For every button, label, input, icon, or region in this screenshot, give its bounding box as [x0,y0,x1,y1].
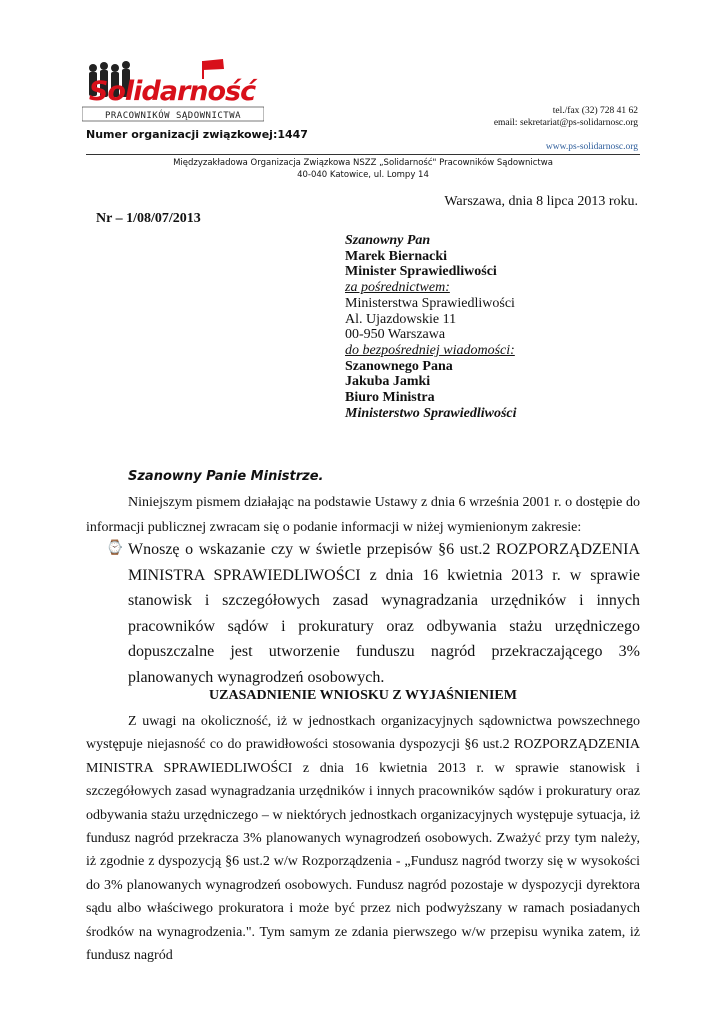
salutation: Szanowny Panie Ministrze. [128,469,324,484]
intro-paragraph: Niniejszym pismem działając na podstawie Ustawy z dnia 6 września 2001 r. o dostępie do informacji publicznej zwracam się o podanie informacji w niżej wymienionym zakresie: [86,495,640,535]
header-divider [86,154,640,155]
recipient-street: Al. Ujazdowskie 11 [345,311,457,327]
request-paragraph: Wnoszę o wskazanie czy w świetle przepisów §6 ust.2 ROZPORZĄDZENIA MINISTRA SPRAWIEDLIWOŚCI z dnia 16 kwietnia 2013 r. w sprawie stanowisk i szczegółowych zasad wynagradzania urzędników i innych pracowników sądów i prokuratury oraz odbywania stażu urzędniczego dopuszczalne jest utworzenie funduszu nagród przekraczającego 3% planowanych wynagrodzeń osobowych. [128,541,640,686]
cc-name: Jakuba Jamki [345,374,431,390]
logo-brand-text: Solidarność [88,76,256,107]
recipient-address [345,233,517,421]
contact-email[interactable]: email: sekretariat@ps-solidarnosc.org [493,118,638,128]
cc-office: Biuro Ministra [345,390,435,406]
recipient-city: 00-950 Warszawa [345,327,446,343]
via-label: za pośrednictwem: [345,280,450,296]
org-name [86,157,640,181]
letter-date: Warszawa, dnia 8 lipca 2013 roku. [444,194,638,209]
logo-subtitle: PRACOWNIKÓW SĄDOWNICTWA [104,111,242,121]
recipient-greeting: Szanowny Pan [345,233,431,248]
solidarnosc-logo [82,57,264,123]
recipient-position: Minister Sprawiedliwości [345,264,497,280]
org-name-line2: 40-040 Katowice, ul. Lompy 14 [297,170,429,180]
recipient-name: Marek Biernacki [345,248,448,264]
cc-greeting: Szanownego Pana [345,358,453,374]
cc-label: do bezpośredniej wiadomości: [345,342,515,358]
recipient-institution: Ministerstwa Sprawiedliwości [345,295,515,311]
org-name-line1: Międzyzakładowa Organizacja Związkowa NSZZ „Solidarność" Pracowników Sądownictwa [173,158,553,168]
clock-bullet-icon: ⌚ [106,541,124,556]
org-number: Numer organizacji związkowej:1447 [86,128,308,141]
website-link[interactable]: www.ps-solidarnosc.org [545,142,638,152]
justification-paragraph: Z uwagi na okoliczność, iż w jednostkach organizacyjnych sądownictwa powszechnego występuje niejasność co do prawidłowości stosowania dyspozycji §6 ust.2 ROZPORZĄDZENIA MINISTRA SPRAWIEDLIWOŚCI z dnia 16 kwietnia 2013 r. w sprawie stanowisk i szczegółowych zasad wynagradzania urzędników i innych pracowników sądów i prokuratury oraz odbywania stażu urzędniczego – w niektórych jednostkach organizacyjnych występuje sytuacja, iż fundusz nagród przekracza 3% planowanych wynagrodzeń osobowych. Zważyć przy tym należy, iż zgodnie z dyspozycją §6 ust.2 w/w Rozporządzenia - „Fundusz nagród tworzy się w wysokości do 3% planowanych wynagrodzeń osobowych. Fundusz nagród pozostaje w dyspozycji dyrektora sądu albo właściwego prokuratora i może być przez nich podwyższany w ramach posiadanych środków na wynagrodzenia.". Tym samym ze zdania pierwszego w/w przepisu wynika zatem, iż fundusz nagród [86,714,640,964]
cc-ministry: Ministerstwo Sprawiedliwości [345,405,517,421]
letter-reference: Nr – 1/08/07/2013 [96,211,201,226]
justification-heading: UZASADNIENIE WNIOSKU Z WYJAŚNIENIEM [209,688,517,703]
contact-tel: tel./fax (32) 728 41 62 [552,106,638,116]
logo-graphic [82,57,264,123]
